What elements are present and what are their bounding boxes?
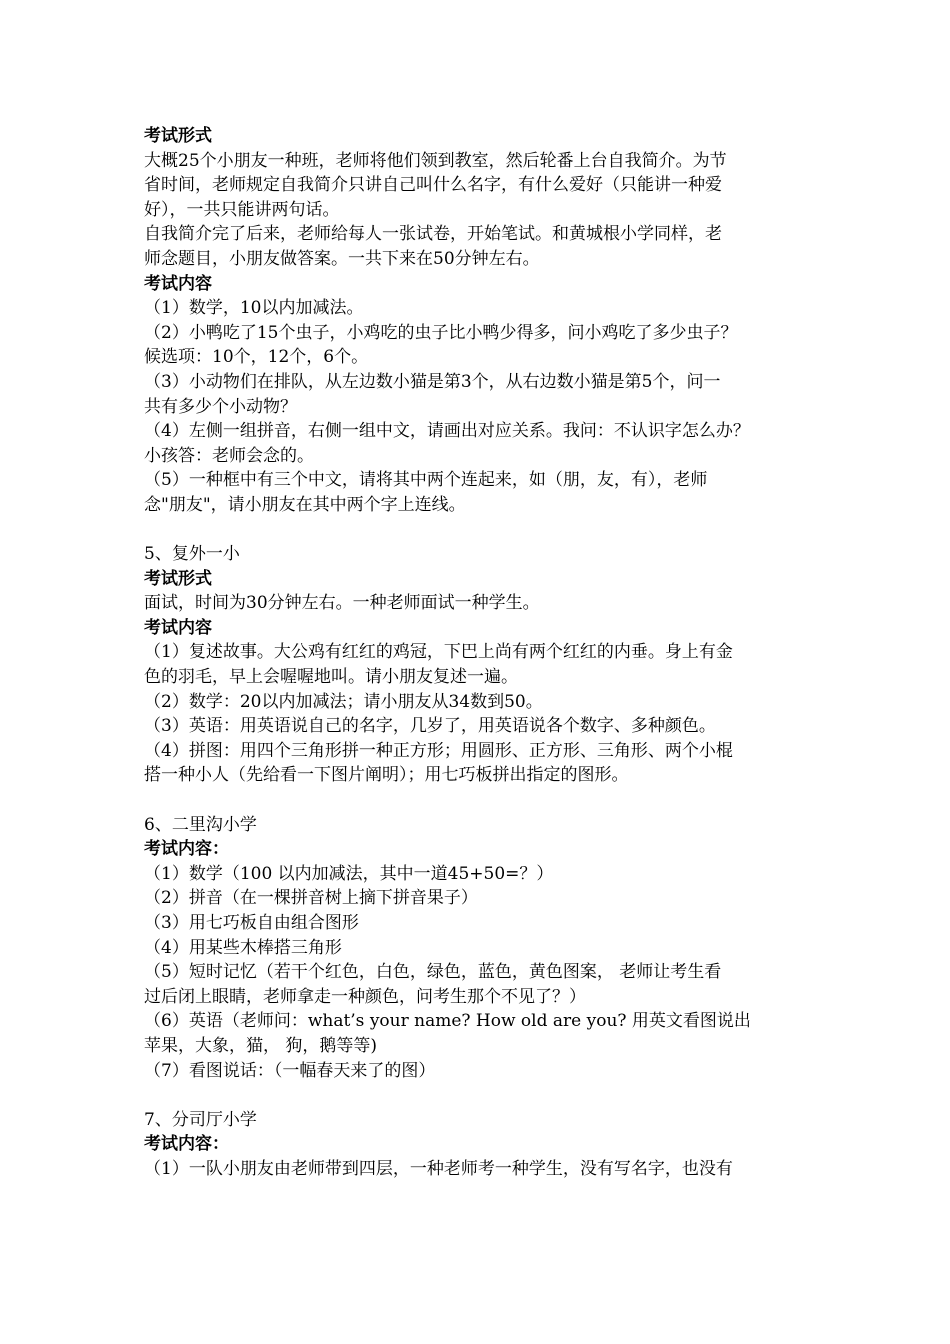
blank-line <box>144 1083 814 1108</box>
text-line: 自我简介完了后来，老师给每人一张试卷，开始笔试。和黄城根小学同样，老 <box>144 224 722 245</box>
blank-line <box>144 518 814 543</box>
text-line: 小孩答：老师会念的。 <box>144 445 314 466</box>
document-page <box>144 124 814 1182</box>
text-line: （3）英语：用英语说自己的名字，几岁了，用英语说各个数字、多种颜色。 <box>144 716 716 737</box>
text-line: （3）小动物们在排队，从左边数小猫是第3个，从右边数小猫是第5个，问一 <box>144 371 721 392</box>
text-line: 色的羽毛，早上会喔喔地叫。请小朋友复述一遍。 <box>144 667 518 688</box>
text-line: （1）数学，10以内加减法。 <box>144 298 364 319</box>
section-heading: 考试内容 <box>144 273 212 294</box>
text-line: （1）数学（100 以内加减法，其中一道45+50=？） <box>144 863 554 884</box>
section-heading: 考试形式 <box>144 568 212 589</box>
text-line: 候选项：10个，12个，6个。 <box>144 347 369 368</box>
text-line: （2）拼音（在一棵拼音树上摘下拼音果子） <box>144 888 478 909</box>
text-line: 过后闭上眼睛，老师拿走一种颜色，问考生那个不见了？） <box>144 986 586 1007</box>
text-line: （6）英语（老师问：what’s your name? How old are you? 用英文看图说出 <box>144 1011 751 1032</box>
text-line: 共有多少个小动物？ <box>144 396 297 417</box>
text-line: 搭一种小人（先给看一下图片阐明）；用七巧板拼出指定的图形。 <box>144 765 629 786</box>
text-line: （2）数学：20以内加减法；请小朋友从34数到50。 <box>144 691 543 712</box>
text-line: （4）用某些木棒搭三角形 <box>144 937 342 958</box>
text-line: 苹果，大象，猫， 狗，鹅等等) <box>144 1035 378 1056</box>
blank-line <box>144 788 814 813</box>
section-heading: 考试内容 <box>144 617 212 638</box>
text-line: 大概25个小朋友一种班，老师将他们领到教室，然后轮番上台自我简介。为节 <box>144 150 727 171</box>
text-line: （5）短时记忆（若干个红色，白色，绿色，蓝色，黄色图案， 老师让考生看 <box>144 962 722 983</box>
text-line: （1）一队小朋友由老师带到四层，一种老师考一种学生，没有写名字，也没有 <box>144 1158 733 1179</box>
text-line: 师念题目，小朋友做答案。一共下来在50分钟左右。 <box>144 248 540 269</box>
section-heading: 考试内容： <box>144 1134 229 1155</box>
text-line: 好），一共只能讲两句话。 <box>144 199 340 220</box>
text-line: （4）拼图：用四个三角形拼一种正方形；用圆形、正方形、三角形、两个小棍 <box>144 740 733 761</box>
text-line: 面试，时间为30分钟左右。一种老师面试一种学生。 <box>144 593 540 614</box>
text-line: 念"朋友"，请小朋友在其中两个字上连线。 <box>144 494 466 515</box>
text-line: 5、复外一小 <box>144 544 240 565</box>
text-line: 6、二里沟小学 <box>144 814 257 835</box>
text-line: （3）用七巧板自由组合图形 <box>144 913 359 933</box>
text-line: （5）一种框中有三个中文，请将其中两个连起来，如（朋，友，有），老师 <box>144 470 708 491</box>
text-line: （2）小鸭吃了15个虫子，小鸡吃的虫子比小鸭少得多，问小鸡吃了多少虫子？ <box>144 322 738 343</box>
text-line: （1）复述故事。大公鸡有红红的鸡冠，下巴上尚有两个红红的内垂。身上有金 <box>144 642 733 663</box>
text-line: （7）看图说话：（一幅春天来了的图） <box>144 1060 436 1081</box>
text-line: 省时间，老师规定自我简介只讲自己叫什么名字，有什么爱好（只能讲一种爱 <box>144 175 722 196</box>
section-heading: 考试内容： <box>144 839 229 860</box>
section-heading: 考试形式 <box>144 126 212 146</box>
text-line: （4）左侧一组拼音，右侧一组中文，请画出对应关系。我问：不认识字怎么办？ <box>144 421 750 442</box>
text-line: 7、分司厅小学 <box>144 1109 257 1130</box>
